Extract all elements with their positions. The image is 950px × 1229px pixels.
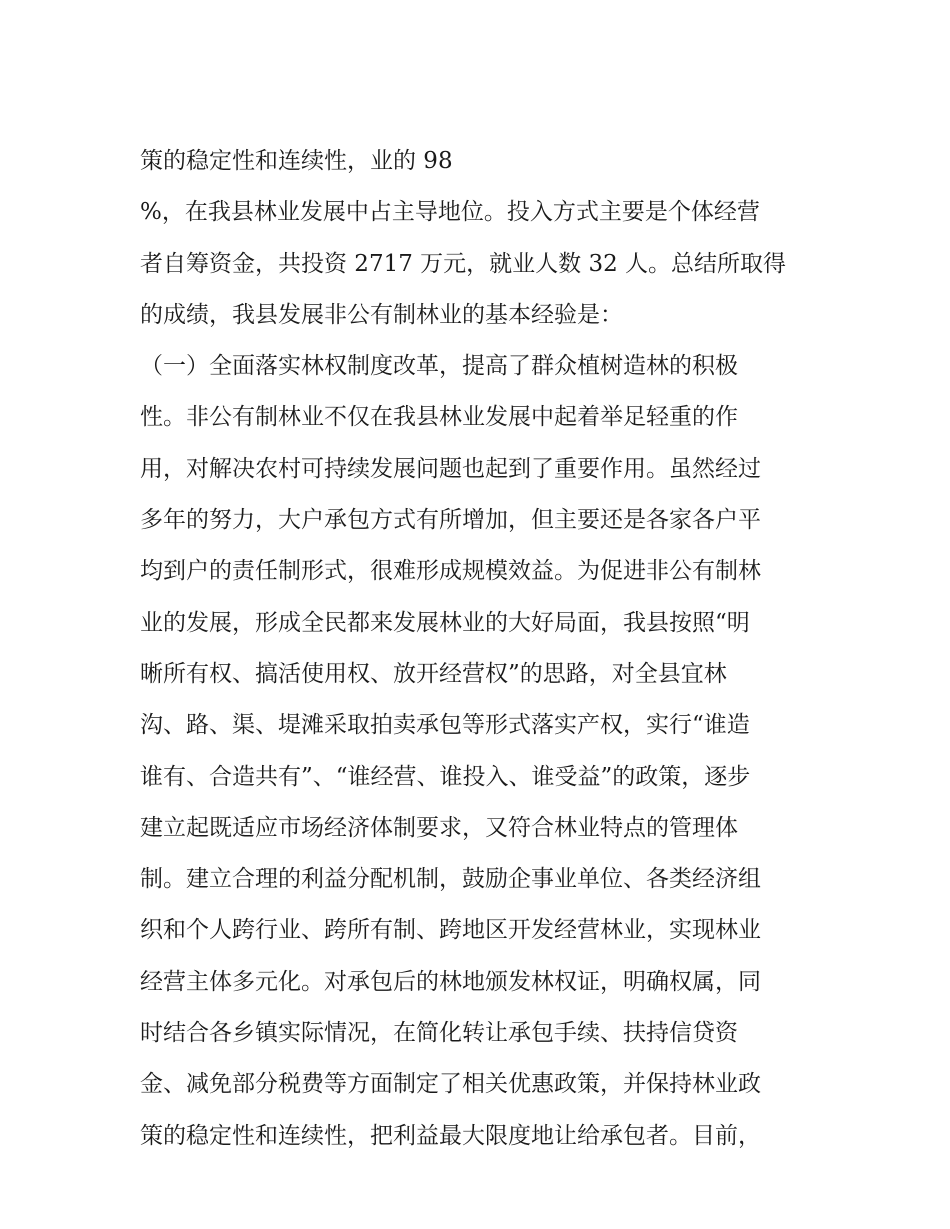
text-line: 性。非公有制林业不仅在我县林业发展中起着举足轻重的作 — [140, 404, 738, 431]
text-line: 谁有、合造共有”、“谁经营、谁投入、谁受益”的政策，逐步 — [140, 763, 751, 790]
text-line: 策的稳定性和连续性，业的 98 — [140, 148, 453, 174]
text-line: （一）全面落实林权制度改革，提高了群众植树造林的积极 — [140, 353, 738, 380]
text-line: 时结合各乡镇实际情况，在简化转让承包手续、扶持信贷资 — [140, 1020, 738, 1047]
text-line: 策的稳定性和连续性，把利益最大限度地让给承包者。目前， — [140, 1122, 761, 1149]
text-line: 者自筹资金，共投资 2717 万元，就业人数 32 人。总结所取得 — [140, 250, 787, 277]
text-line: 金、减免部分税费等方面制定了相关优惠政策，并保持林业政 — [140, 1071, 761, 1098]
text-line: 建立起既适应市场经济体制要求，又符合林业特点的管理体 — [140, 814, 738, 841]
text-line: 经营主体多元化。对承包后的林地颁发林权证，明确权属，同 — [140, 968, 761, 995]
text-line: 织和个人跨行业、跨所有制、跨地区开发经营林业，实现林业 — [140, 917, 761, 944]
text-line: 晰所有权、搞活使用权、放开经营权”的思路，对全县宜林 — [140, 660, 727, 687]
text-line: 的成绩，我县发展非公有制林业的基本经验是： — [140, 301, 623, 328]
text-line: 制。建立合理的利益分配机制，鼓励企事业单位、各类经济组 — [140, 866, 761, 893]
text-line: 业的发展，形成全民都来发展林业的大好局面，我县按照“明 — [140, 609, 750, 636]
text-line: 多年的努力，大户承包方式有所增加，但主要还是各家各户平 — [140, 507, 761, 534]
text-line: 沟、路、渠、堤滩采取拍卖承包等形式落实产权，实行“谁造 — [140, 712, 750, 739]
body-text — [140, 136, 820, 1162]
text-line: 均到户的责任制形式，很难形成规模效益。为促进非公有制林 — [140, 558, 761, 585]
text-line: %，在我县林业发展中占主导地位。投入方式主要是个体经营 — [140, 199, 760, 226]
text-line: 用，对解决农村可持续发展问题也起到了重要作用。虽然经过 — [140, 455, 761, 482]
